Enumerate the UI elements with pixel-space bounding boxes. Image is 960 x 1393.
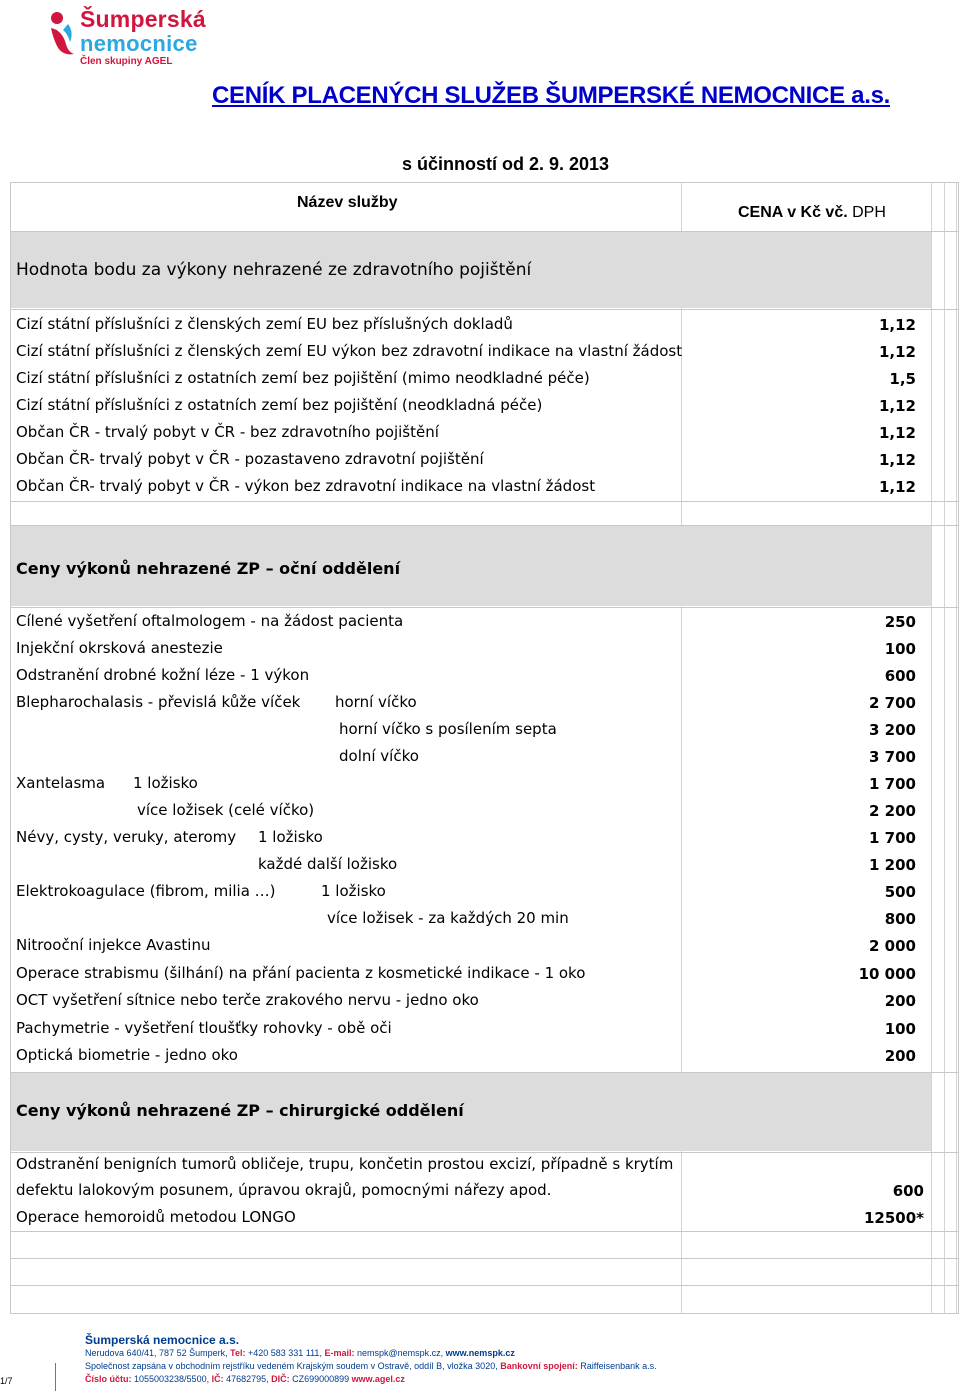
- footer-bank-label: Bankovní spojení:: [500, 1361, 578, 1371]
- list-item-value: 2 000: [869, 937, 916, 955]
- row-divider: [11, 501, 958, 502]
- footer-account-label: Číslo účtu:: [85, 1374, 132, 1384]
- footer-ico-label: IČ:: [211, 1374, 224, 1384]
- footer-email[interactable]: nemspk@nemspk.cz,: [354, 1348, 446, 1358]
- logo-text-line3: Člen skupiny AGEL: [80, 56, 173, 67]
- footer-dic-label: DIČ:: [271, 1374, 290, 1384]
- list-item: Pachymetrie - vyšetření tloušťky rohovky - obě oči: [16, 1019, 392, 1037]
- column-divider: [956, 183, 957, 1313]
- row-divider: [11, 1285, 958, 1286]
- list-item-value: 2 700: [869, 694, 916, 712]
- list-item-value: 1 200: [869, 856, 916, 874]
- list-item-value: 100: [884, 640, 916, 658]
- list-item: Odstranění drobné kožní léze - 1 výkon: [16, 666, 310, 684]
- footer-dic: CZ699000899: [289, 1374, 352, 1384]
- column-divider: [944, 183, 945, 1313]
- column-divider: [931, 183, 932, 1313]
- list-item-value: 1,12: [878, 316, 916, 334]
- list-item-value: 10 000: [858, 965, 916, 983]
- list-item-value: 3 200: [869, 721, 916, 739]
- list-item-value: 250: [884, 613, 916, 631]
- footer-company: Šumperská nemocnice a.s.: [85, 1333, 240, 1347]
- list-item-value: 500: [884, 883, 916, 901]
- list-item: Občan ČR - trvalý pobyt v ČR - bez zdravotního pojištění: [16, 423, 439, 441]
- list-item-variant: horní víčko: [335, 693, 417, 711]
- list-item-value: 1,12: [878, 343, 916, 361]
- list-item: Névy, cysty, veruky, ateromy: [16, 828, 237, 846]
- footer-ids: [85, 1373, 657, 1386]
- list-item-value: 200: [884, 1047, 916, 1065]
- footer-bank: Raiffeisenbank a.s.: [577, 1361, 657, 1371]
- list-item-value: 3 700: [869, 748, 916, 766]
- list-item: Elektrokoagulace (fibrom, milia …): [16, 882, 276, 900]
- row-divider: [11, 607, 958, 608]
- row-divider: [11, 309, 958, 310]
- footer: [85, 1334, 657, 1386]
- list-item: defektu lalokovým posunem, úpravou okrajů, pomocnými nářezy apod.: [16, 1181, 552, 1199]
- footer-registry-text: Společnost zapsána v obchodním rejstříku vedeném Krajským soudem v Ostravě, oddíl B, vložka 3020,: [85, 1361, 501, 1371]
- list-item-value: 1 700: [869, 775, 916, 793]
- list-item-value: 600: [892, 1182, 924, 1200]
- list-item-value: 200: [884, 992, 916, 1010]
- list-item-value: 12500*: [863, 1209, 924, 1227]
- list-item: OCT vyšetření sítnice nebo terče zrakového nervu - jedno oko: [16, 991, 479, 1009]
- logo-text-line2: nemocnice: [80, 31, 198, 56]
- list-item-value: 1,12: [878, 397, 916, 415]
- list-item: Cílené vyšetření oftalmologem - na žádost pacienta: [16, 612, 404, 630]
- list-item: Občan ČR- trvalý pobyt v ČR - pozastaveno zdravotní pojištění: [16, 450, 484, 468]
- row-divider: [11, 1258, 958, 1259]
- list-item-value: 1,12: [878, 478, 916, 496]
- list-item: Injekční okrsková anestezie: [16, 639, 223, 657]
- row-divider: [11, 1152, 958, 1153]
- footer-divider: [55, 1363, 56, 1391]
- column-header-price: [738, 204, 886, 222]
- row-divider: [11, 1231, 958, 1232]
- list-item: Xantelasma: [16, 774, 106, 792]
- list-item-value: 1 700: [869, 829, 916, 847]
- agel-logo-icon: [48, 10, 76, 56]
- list-item-value: 600: [884, 667, 916, 685]
- page-number: 1/7: [0, 1376, 13, 1386]
- list-item-variant: více ložisek - za každých 20 min: [327, 909, 569, 927]
- list-item: Cizí státní příslušníci z ostatních zemí bez pojištění (mimo neodkladné péče): [16, 369, 590, 387]
- footer-account: 1055003238/5500,: [131, 1374, 212, 1384]
- list-item: Optická biometrie - jedno oko: [16, 1046, 238, 1064]
- list-item-value: 1,12: [878, 451, 916, 469]
- list-item: Nitrooční injekce Avastinu: [16, 936, 211, 954]
- list-item: Cizí státní příslušníci z členských zemí EU bez příslušných dokladů: [16, 315, 513, 333]
- list-item-value: 2 200: [869, 802, 916, 820]
- list-item-variant: každé další ložisko: [258, 855, 398, 873]
- list-item-variant: více ložisek (celé víčko): [137, 801, 315, 819]
- section-title-eye: Ceny výkonů nehrazené ZP – oční oddělení: [16, 559, 401, 578]
- list-item-variant: 1 ložisko: [321, 882, 386, 900]
- effective-date: s účinností od 2. 9. 2013: [402, 154, 610, 174]
- list-item-variant: dolní víčko: [339, 747, 419, 765]
- list-item: Občan ČR- trvalý pobyt v ČR - výkon bez zdravotní indikace na vlastní žádost: [16, 477, 596, 495]
- section-title-points: Hodnota bodu za výkony nehrazené ze zdravotního pojištění: [16, 260, 532, 280]
- footer-ico: 47682795,: [223, 1374, 272, 1384]
- hospital-logo: [48, 6, 238, 70]
- list-item-variant: 1 ložisko: [133, 774, 198, 792]
- list-item: Odstranění benigních tumorů obličeje, trupu, končetin prostou excizí, případně s krytím: [16, 1155, 674, 1173]
- column-header-name: Název služby: [297, 194, 398, 211]
- section-title-surgery: Ceny výkonů nehrazené ZP – chirurgické oddělení: [16, 1101, 464, 1120]
- list-item: Blepharochalasis - převislá kůže víček: [16, 693, 301, 711]
- page-title: CENÍK PLACENÝCH SLUŽEB ŠUMPERSKÉ NEMOCNICE a.s.: [212, 82, 890, 109]
- list-item-value: 100: [884, 1020, 916, 1038]
- list-item: Operace hemoroidů metodou LONGO: [16, 1208, 296, 1226]
- list-item: Operace strabismu (šilhání) na přání pacienta z kosmetické indikace - 1 oko: [16, 964, 586, 982]
- footer-email-label: E-mail:: [324, 1348, 355, 1358]
- footer-web2[interactable]: www.agel.cz: [351, 1374, 405, 1384]
- footer-registry: [85, 1360, 657, 1373]
- list-item-variant: 1 ložisko: [258, 828, 323, 846]
- footer-tel: +420 583 331 111,: [245, 1348, 325, 1358]
- list-item-value: 800: [884, 910, 916, 928]
- footer-address: Nerudova 640/41, 787 52 Šumperk,: [85, 1348, 231, 1358]
- list-item-value: 1,5: [889, 370, 916, 388]
- footer-contact: [85, 1347, 657, 1360]
- column-header-price-light: DPH: [847, 204, 886, 221]
- list-item: Cizí státní příslušníci z členských zemí EU výkon bez zdravotní indikace na vlastní žádost: [16, 342, 683, 360]
- list-item-variant: horní víčko s posílením septa: [339, 720, 557, 738]
- column-header-price-bold: CENA v Kč vč.: [738, 204, 848, 221]
- list-item: Cizí státní příslušníci z ostatních zemí bez pojištění (neodkladná péče): [16, 396, 543, 414]
- footer-web[interactable]: www.nemspk.cz: [445, 1348, 515, 1358]
- list-item-value: 1,12: [878, 424, 916, 442]
- footer-tel-label: Tel:: [230, 1348, 246, 1358]
- logo-text-line1: Šumperská: [80, 6, 206, 32]
